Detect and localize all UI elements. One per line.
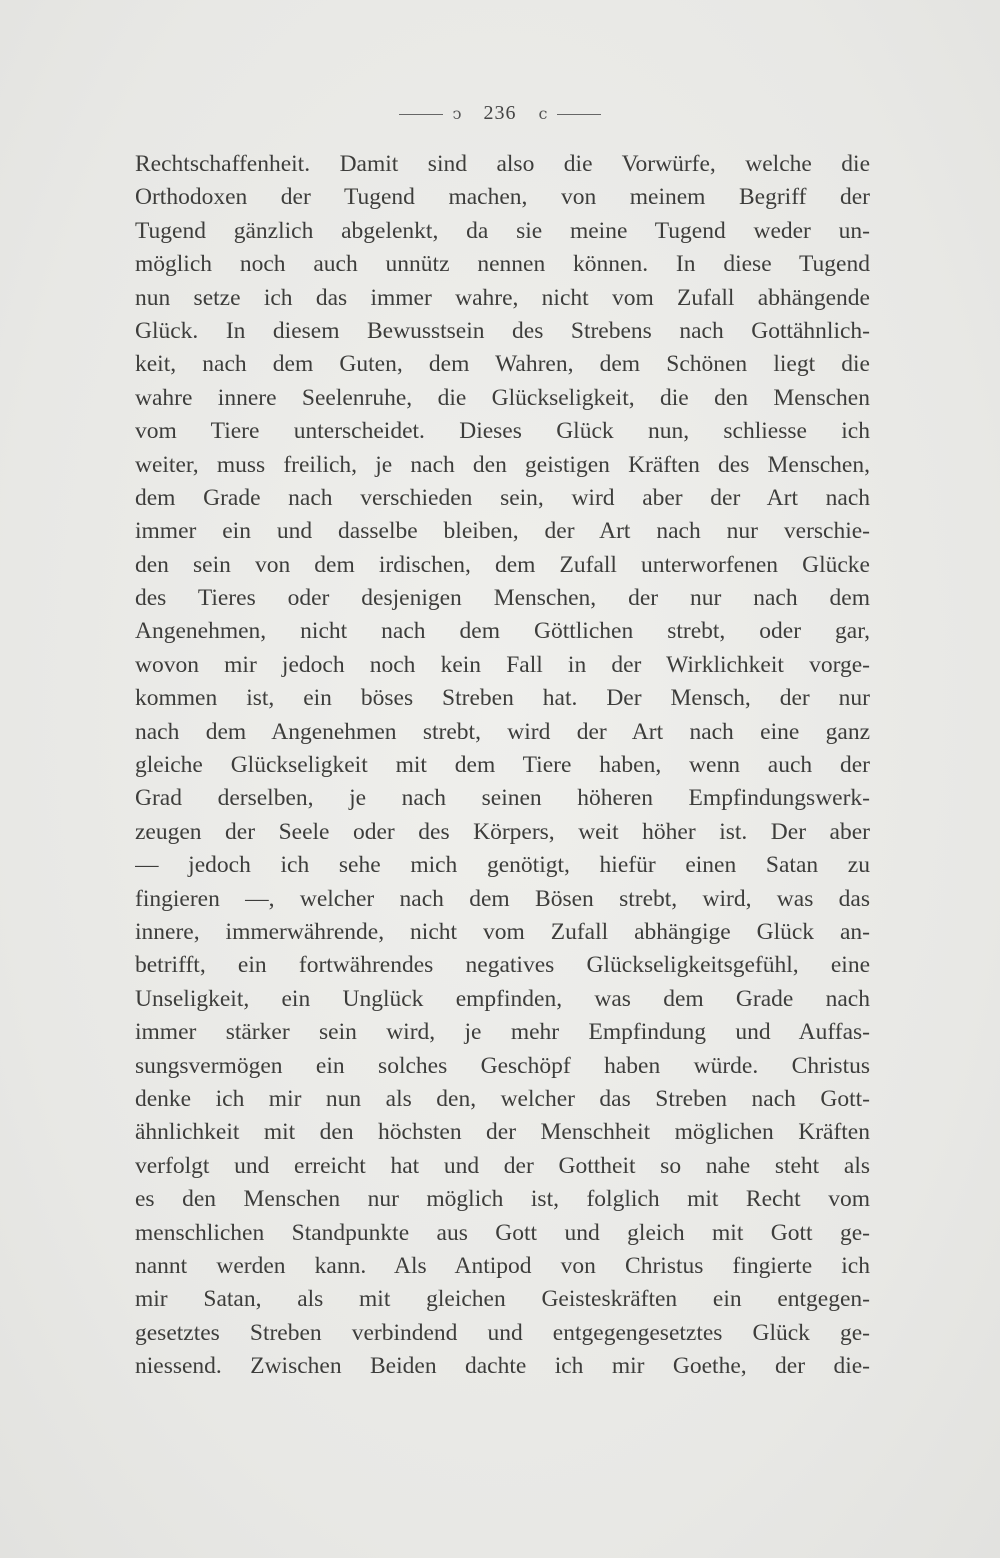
text-line: denke ich mir nun als den, welcher das Streben nach Gott-: [135, 1085, 870, 1112]
text-line: niessend. Zwischen Beiden dachte ich mir Goethe, der die-: [135, 1353, 870, 1380]
text-line: Glück. In diesem Bewusstsein des Strebens nach Gottähnlich-: [135, 317, 870, 344]
text-line: kommen ist, ein böses Streben hat. Der Mensch, der nur: [135, 685, 870, 712]
text-line: immer ein und dasselbe bleiben, der Art nach nur verschie-: [135, 518, 870, 545]
text-line: immer stärker sein wird, je mehr Empfindung und Auffas-: [135, 1019, 870, 1046]
text-line: weiter, muss freilich, je nach den geistigen Kräften des Menschen,: [135, 451, 870, 478]
page-number: 236: [483, 101, 517, 124]
page-body-text: [135, 148, 870, 1383]
text-line: Grad derselben, je nach seinen höheren Empfindungswerk-: [135, 785, 870, 812]
text-line: vom Tiere unterscheidet. Dieses Glück nun, schliesse ich: [135, 418, 870, 445]
header-rule-right: [557, 114, 601, 115]
text-line: den sein von dem irdischen, dem Zufall unterworfenen Glücke: [135, 551, 870, 578]
header-ornament-right: c: [538, 103, 548, 123]
text-line: fingieren —, welcher nach dem Bösen strebt, wird, was das: [135, 885, 870, 912]
page-header: [0, 98, 1000, 128]
text-line: Tugend gänzlich abgelenkt, da sie meine Tugend weder un-: [135, 217, 870, 244]
text-line: nach dem Angenehmen strebt, wird der Art nach eine ganz: [135, 718, 870, 745]
text-line: wahre innere Seelenruhe, die Glückseligkeit, die den Menschen: [135, 384, 870, 411]
text-line: gesetztes Streben verbindend und entgegengesetztes Glück ge-: [135, 1319, 870, 1346]
text-line: es den Menschen nur möglich ist, folglich mit Recht vom: [135, 1186, 870, 1213]
text-line: möglich noch auch unnütz nennen können. In diese Tugend: [135, 251, 870, 278]
header-rule-left: [399, 114, 443, 115]
header-ornament-left: ↄ: [452, 103, 462, 123]
text-line: keit, nach dem Guten, dem Wahren, dem Schönen liegt die: [135, 351, 870, 378]
text-line: ähnlichkeit mit den höchsten der Menschheit möglichen Kräften: [135, 1119, 870, 1146]
text-line: — jedoch ich sehe mich genötigt, hiefür einen Satan zu: [135, 852, 870, 879]
text-line: menschlichen Standpunkte aus Gott und gleich mit Gott ge-: [135, 1219, 870, 1246]
text-line: Unseligkeit, ein Unglück empfinden, was dem Grade nach: [135, 985, 870, 1012]
text-line: Angenehmen, nicht nach dem Göttlichen strebt, oder gar,: [135, 618, 870, 645]
text-line: betrifft, ein fortwährendes negatives Glückseligkeitsgefühl, eine: [135, 952, 870, 979]
text-line: innere, immerwährende, nicht vom Zufall abhängige Glück an-: [135, 918, 870, 945]
text-line: zeugen der Seele oder des Körpers, weit höher ist. Der aber: [135, 818, 870, 845]
text-line: wovon mir jedoch noch kein Fall in der Wirklichkeit vorge-: [135, 651, 870, 678]
text-line: sungsvermögen ein solches Geschöpf haben würde. Christus: [135, 1052, 870, 1079]
text-line: mir Satan, als mit gleichen Geisteskräften ein entgegen-: [135, 1286, 870, 1313]
text-line: nannt werden kann. Als Antipod von Christus fingierte ich: [135, 1252, 870, 1279]
text-line: nun setze ich das immer wahre, nicht vom Zufall abhängende: [135, 284, 870, 311]
text-line: Orthodoxen der Tugend machen, von meinem Begriff der: [135, 184, 870, 211]
text-line: des Tieres oder desjenigen Menschen, der nur nach dem: [135, 585, 870, 612]
text-line: dem Grade nach verschieden sein, wird aber der Art nach: [135, 484, 870, 511]
text-line: verfolgt und erreicht hat und der Gottheit so nahe steht als: [135, 1152, 870, 1179]
text-line: Rechtschaffenheit. Damit sind also die Vorwürfe, welche die: [135, 151, 870, 177]
text-line: gleiche Glückseligkeit mit dem Tiere haben, wenn auch der: [135, 752, 870, 779]
